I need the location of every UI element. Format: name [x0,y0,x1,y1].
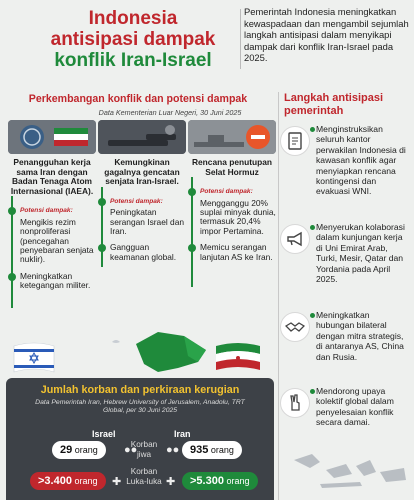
title-line-1: Indonesia [88,8,178,29]
israel-injured-unit: orang [74,476,98,486]
iran-deaths-pill [182,441,242,459]
iran-injured-pill [182,472,258,490]
bullet-dot [8,273,16,281]
megaphone-icon [280,224,310,254]
development-title-2: Kemungkinan gagalnya gencatan senjata Iran-Israel. [104,157,180,187]
impact-label: Potensi dampak: [20,207,73,215]
flags-map-band [8,328,270,378]
israel-injured-value: >3.400 [38,475,72,487]
casualties-source: Data Pemerintah Iran, Hebrew University of Jerusalem, Anadolu, TRT Global, per 30 Juni 2025 [35,399,245,415]
development-column-2 [98,120,186,269]
impact-block-3 [188,177,276,262]
israel-flag-icon [14,343,54,372]
people-icon: ●● [166,444,180,456]
dove-icon [112,340,120,343]
ceasefire-image [98,120,186,154]
israel-label: Israel [92,429,116,439]
left-section-heading: Perkembangan konflik dan potensi dampak [28,93,248,105]
bullet-dot [98,198,106,206]
injured-icon: ✚ [166,476,176,488]
header [0,0,414,84]
title-line-2: antisipasi dampak [50,29,216,50]
casualties-title: Jumlah korban dan perkiraan kerugian [40,384,240,396]
impact-label: Potensi dampak: [200,188,253,196]
development-column-3 [188,120,276,269]
right-section-heading: Langkah antisipasi pemerintah [284,92,384,117]
title-line-3: konflik Iran-Israel [54,50,212,71]
people-icon: ●● [124,444,138,456]
category-injured-label: Korban Luka-luka [126,467,162,486]
region-map-icon [136,332,206,372]
israel-deaths-unit: orang [74,445,98,455]
development-column-1 [8,120,96,298]
handshake-icon [280,312,310,342]
step-text-1: Menginstruksikan seluruh kantor perwakilan Indonesia di kawasan konflik agar menyiapkan rencana kontingensi dan evakuasi WNI. [316,124,410,197]
iran-flag-icon [216,343,260,370]
iran-injured-unit: orang [226,476,250,486]
bullet-dot [188,244,196,252]
intro-text: Pemerintah Indonesia meningkatkan kewaspadaan dan mengambil sejumlah langkah antisipasi dalam menyikapi dampak dari konflik Iran-Israel pada 2025. [244,6,409,64]
bullet-dot [98,244,106,252]
development-title-3: Rencana penutupan Selat Hormuz [191,157,273,177]
iaea-image [8,120,96,154]
israel-deaths-pill [52,441,106,459]
impact-text: Memicu serangan lanjutan AS ke Iran. [200,242,273,262]
impact-text: Meningkatkan ketegangan militer. [20,270,91,291]
impact-item [8,272,96,291]
peace-hand-icon [280,388,310,418]
section-divider [278,92,279,500]
casualties-panel [6,378,274,500]
iran-label: Iran [174,429,191,439]
development-title-1: Penangguhan kerja sama Iran dengan Badan Tenaga Atom Internasional (IAEA). [10,157,94,196]
indonesia-map-icon [290,450,408,496]
iran-deaths-value: 935 [190,444,209,456]
flags-map-illustration [8,328,270,378]
step-text-2: Menyerukan kolaborasi dalam kunjungan kerja di Uni Emirat Arab, Turki, Mesir, Qatar dan Yordania pada April 2025. [316,222,410,284]
impact-item [98,197,186,237]
impact-text: Mengganggu 20% suplai minyak dunia, termasuk 20,4% impor Pertamina. [200,197,276,236]
impact-item [188,243,276,262]
step-text-3: Meningkatkan hubungan bilateral dengan mitra strategis, di antaranya AS, China dan Rusia. [316,310,410,362]
impact-item [8,206,96,264]
iran-injured-value: >5.300 [190,475,224,487]
step-text-4: Mendorong upaya kolektif global dalam penyelesaian konflik secara damai. [316,386,410,428]
header-divider [240,9,241,69]
bullet-dot [8,207,16,215]
impact-label: Potensi dampak: [110,197,163,205]
israel-deaths-value: 29 [60,444,73,456]
injured-icon: ✚ [112,476,122,488]
impact-block-1 [8,196,96,290]
impact-item [188,187,276,236]
impact-item [98,243,186,262]
iran-deaths-unit: orang [210,445,234,455]
impact-text: Peningkatan serangan Israel dan Iran. [110,207,185,236]
category-deaths-label: Korban jiwa [130,440,158,459]
hormuz-image [188,120,276,154]
left-section-source: Data Kementerian Luar Negeri, 30 Juni 2025 [98,108,242,117]
impact-block-2 [98,187,186,262]
impact-text: Mengikis rezim nonproliferasi (pencegahan penyebaran senjata nuklir). [20,216,94,265]
israel-injured-pill [30,472,106,490]
bullet-dot [188,188,196,196]
document-icon [280,126,310,156]
page-title [30,8,236,71]
impact-text: Gangguan keamanan global. [110,242,177,262]
